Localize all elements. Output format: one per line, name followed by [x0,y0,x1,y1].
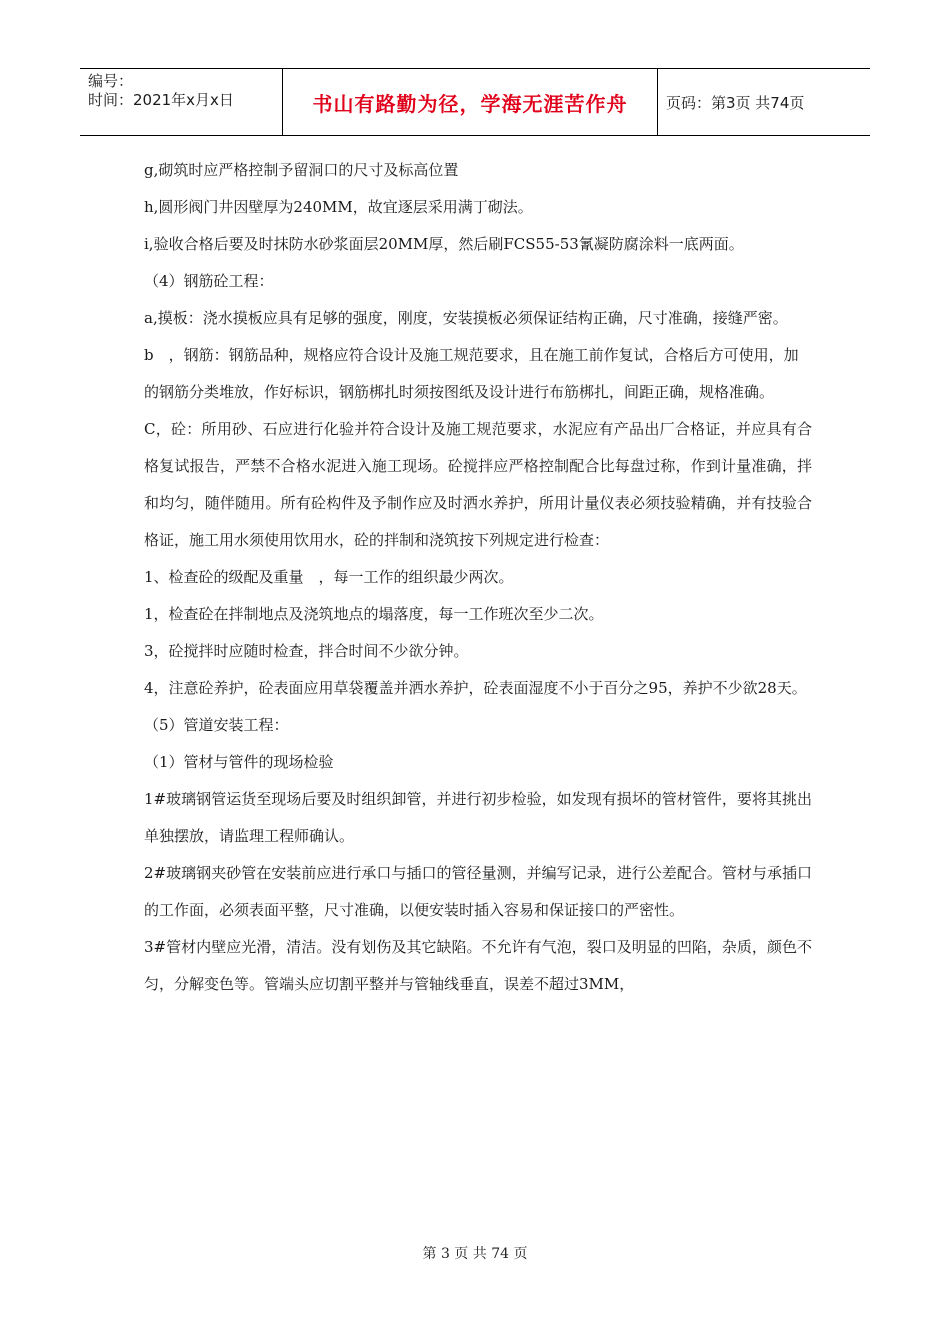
section-heading: （4）钢筋砼工程： [144,272,274,290]
header-page-cell [658,69,870,135]
page-footer [0,1243,950,1263]
header-motto-cell [282,69,658,135]
section-heading: （5）管道安装工程： [144,716,289,734]
header-motto: 书山有路勤为径，学海无涯苦作舟 [312,91,628,116]
paragraph: i,验收合格后要及时抹防水砂浆面层20MM厚，然后刷FCS55-53氰凝防腐涂料一底两面。 [144,235,744,253]
paragraph: 1，检查砼在拌制地点及浇筑地点的塌落度，每一工作班次至少二次。 [144,605,604,623]
paragraph: 1、检查砼的级配及重量 ，每一工作的组织最少两次。 [144,568,514,586]
document-date-label: 时间：2021年x月x日 [88,91,234,109]
paragraph: 1#玻璃钢管运货至现场后要及时组织卸管，并进行初步检验，如发现有损坏的管材管件，要将其挑出单独摆放，请监理工程师确认。 [144,790,812,845]
paragraph: g,砌筑时应严格控制予留洞口的尺寸及标高位置 [144,161,459,179]
subsection-heading: （1）管材与管件的现场检验 [144,753,334,771]
paragraph: 3#管材内壁应光滑，清洁。没有划伤及其它缺陷。不允许有气泡，裂口及明显的凹陷，杂质，颜色不匀，分解变色等。管端头应切割平整并与管轴线垂直，误差不超过3MM， [144,938,812,993]
paragraph: a,摸板：浇水摸板应具有足够的强度，刚度，安装摸板必须保证结构正确，尺寸准确，接缝严密。 [144,309,788,327]
header-page-number: 页码：第3页 共74页 [666,93,805,112]
document-body [144,152,812,1003]
header-meta [80,69,282,135]
page-header [80,68,870,136]
paragraph: b ，钢筋：钢筋品种，规格应符合设计及施工规范要求，且在施工前作复试，合格后方可使用，加 [144,346,799,364]
document-number-label: 编号： [88,72,134,90]
paragraph: C，砼：所用砂、石应进行化验并符合设计及施工规范要求，水泥应有产品出厂合格证，并应具有合格复试报告，严禁不合格水泥进入施工现场。砼搅拌应严格控制配合比每盘过称，作到计量准确，拌和均匀，随伴随用。所有砼构件及予制作应及时洒水养护，所用计量仪表必须技验精确，并有技验合格证，施工用水须使用饮用水，砼的拌制和浇筑按下列规定进行检查： [144,420,812,549]
footer-page-number: 第 3 页 共 74 页 [422,1246,528,1262]
paragraph: 的钢筋分类堆放，作好标识，钢筋梆扎时须按图纸及设计进行布筋梆扎，间距正确，规格准确。 [144,383,775,401]
paragraph: 3，砼搅拌时应随时检查，拌合时间不少欲分钟。 [144,642,469,660]
paragraph: 4，注意砼养护，砼表面应用草袋覆盖并洒水养护，砼表面湿度不小于百分之95，养护不少欲28天。 [144,679,807,697]
paragraph: 2#玻璃钢夹砂管在安装前应进行承口与插口的管径量测，并编写记录，进行公差配合。管材与承插口的工作面，必须表面平整，尺寸准确，以便安装时插入容易和保证接口的严密性。 [144,864,812,919]
paragraph: h,圆形阀门井因壁厚为240MM，故宜逐层采用满丁砌法。 [144,198,533,216]
